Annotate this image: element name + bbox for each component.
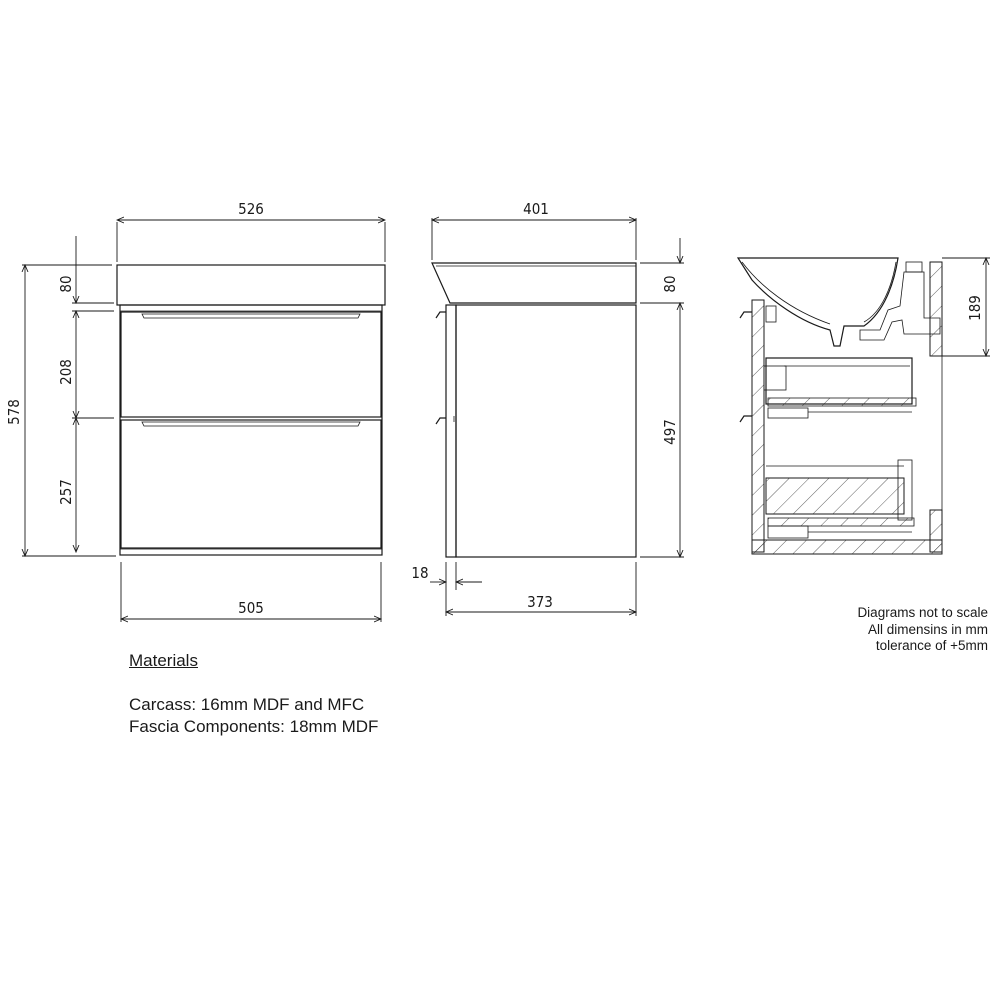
dim-label-401: 401: [523, 200, 549, 218]
section-drawer-upper: [764, 358, 916, 418]
dim-label-18: 18: [411, 564, 429, 582]
side-handle-lower: [436, 418, 446, 424]
dim-label-80-side: 80: [661, 275, 679, 293]
side-carcass: [456, 305, 636, 557]
dim-side-heights: [640, 238, 684, 557]
scale-notes: [857, 605, 988, 655]
dim-front-width-top: [117, 200, 385, 262]
side-handle-upper: [436, 312, 446, 318]
dim-section-basin-depth: [942, 258, 990, 356]
front-drawer-upper-handle: [142, 314, 360, 318]
dim-label-80-front: 80: [57, 275, 75, 293]
note-tolerance: tolerance of +5mm: [875, 638, 988, 653]
section-handle-lower: [740, 416, 752, 422]
dim-side-width-top: [432, 200, 636, 260]
dim-side-bottom: [411, 562, 636, 616]
front-drawer-lower-handle: [142, 422, 360, 426]
dim-front-segments: [57, 236, 114, 552]
section-base: [752, 540, 942, 554]
section-back-wall: [930, 262, 942, 356]
front-carcass: [120, 305, 382, 555]
dim-label-497: 497: [661, 419, 679, 445]
front-view: [117, 265, 385, 555]
dim-label-373: 373: [527, 593, 553, 611]
dim-front-height-total: [5, 265, 116, 556]
front-plinth: [120, 549, 382, 555]
dim-label-189: 189: [966, 295, 984, 321]
section-view: [738, 258, 990, 554]
materials-heading: Materials: [129, 651, 198, 670]
front-drawer-lower: [121, 420, 381, 548]
side-view: [432, 263, 636, 557]
front-drawer-upper: [121, 312, 381, 417]
section-handle-upper: [740, 312, 752, 318]
front-basin-top: [117, 265, 385, 305]
dim-front-width-bottom: [121, 562, 381, 622]
section-waste-trap: [860, 272, 940, 340]
dim-label-505: 505: [238, 599, 264, 617]
dim-label-257: 257: [57, 479, 75, 505]
side-basin-top: [432, 263, 636, 303]
dim-label-208: 208: [57, 359, 75, 385]
materials-carcass: Carcass: 16mm MDF and MFC: [129, 695, 365, 714]
materials-fascia: Fascia Components: 18mm MDF: [129, 717, 379, 736]
note-units: All dimensins in mm: [867, 621, 988, 637]
dim-label-526: 526: [238, 200, 264, 218]
section-front-wall: [752, 300, 764, 552]
materials-block: [129, 650, 378, 738]
side-fascia: [446, 305, 456, 557]
note-not-to-scale: Diagrams not to scale: [857, 605, 988, 620]
section-drawer-lower: [766, 460, 914, 538]
dim-label-578: 578: [5, 399, 23, 425]
